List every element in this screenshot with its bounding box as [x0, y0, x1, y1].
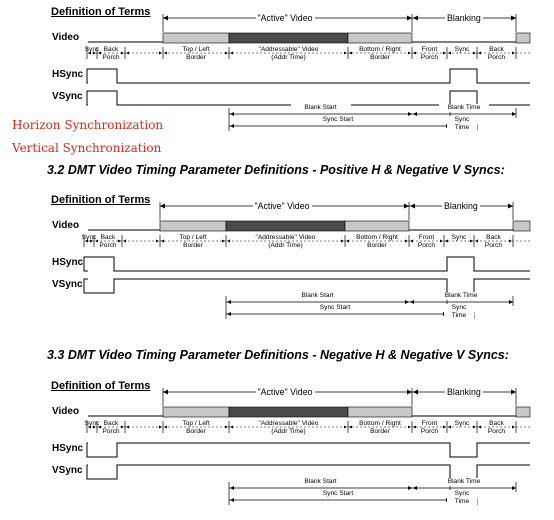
video-row-label: Video — [52, 220, 80, 231]
sync-segment-label: Sync — [81, 234, 97, 241]
sync-start-label: Sync Start — [308, 490, 368, 498]
arrow-head — [511, 16, 516, 21]
sync-segment-label: Sync — [84, 420, 100, 427]
sync-time-label: Sync Time — [447, 490, 477, 506]
blanking-label: Blanking — [447, 13, 481, 23]
hsync-waveform — [87, 443, 530, 457]
addressable-video-bar — [229, 407, 348, 417]
sync-time-label: Sync Time — [444, 304, 474, 320]
front-porch-segment-label: Front Porch — [417, 234, 436, 249]
arrow-head — [405, 300, 409, 304]
bottom-right-border-bar — [348, 407, 412, 417]
back-porch2-segment-label: Back Porch — [487, 46, 506, 61]
sync2-segment-label: Sync — [454, 420, 470, 427]
blank-start-label: Blank Start — [288, 292, 348, 300]
front-porch-segment-label: Front Porch — [420, 46, 439, 61]
definition-of-terms-title: Definition of Terms — [51, 194, 151, 206]
arrow-head — [160, 204, 165, 209]
blanking-label: Blanking — [447, 387, 481, 397]
active-video-label: "Active" Video — [257, 387, 313, 397]
back-porch2-segment-label: Back Porch — [487, 420, 506, 435]
blank-start-label: Blank Start — [291, 478, 351, 486]
arrow-head — [413, 112, 417, 116]
addressable-video-bar — [226, 221, 345, 231]
arrow-head — [511, 390, 516, 395]
arrow-head — [227, 300, 231, 304]
hsync-waveform — [84, 257, 530, 271]
front-porch-segment-label: Front Porch — [420, 420, 439, 435]
vsync-row-label: VSync — [52, 91, 83, 102]
arrow-head — [407, 390, 412, 395]
back-porch-segment-label: Back Porch — [102, 46, 120, 61]
vsync-waveform — [84, 279, 530, 293]
arrow-head — [230, 124, 234, 128]
blanking-label: Blanking — [444, 201, 478, 211]
blank-start-label: Blank Start — [291, 104, 351, 112]
arrow-head — [508, 204, 513, 209]
definition-of-terms-title: Definition of Terms — [51, 6, 151, 18]
bottom-right-border-segment-label: Bottom / Right Border — [359, 420, 401, 435]
top-left-border-segment-label: Top / Left Border — [179, 234, 207, 249]
top-left-border-bar — [160, 221, 226, 231]
arrow-head — [413, 16, 418, 21]
blank-time-label: Blank Time — [436, 292, 486, 300]
arrow-head — [227, 312, 231, 316]
back-porch2-segment-label: Back Porch — [484, 234, 503, 249]
arrow-head — [410, 204, 415, 209]
bottom-right-border-bar — [348, 33, 412, 43]
arrow-head — [230, 498, 234, 502]
hsync-waveform — [87, 69, 530, 83]
arrow-head — [230, 112, 234, 116]
active-video-label: "Active" Video — [257, 13, 313, 23]
top-left-border-segment-label: Top / Left Border — [182, 420, 210, 435]
next-border-bar — [516, 33, 530, 43]
bottom-right-border-segment-label: Bottom / Right Border — [356, 234, 398, 249]
arrow-head — [410, 300, 414, 304]
next-border-bar — [513, 221, 530, 231]
arrow-head — [404, 204, 409, 209]
addressable-video-segment-label: "Addressable" Video (Addr Time) — [258, 420, 319, 435]
sync-start-label: Sync Start — [305, 304, 365, 312]
top-left-border-bar — [163, 33, 229, 43]
arrow-head — [512, 112, 516, 116]
hsync-row-label: HSync — [52, 69, 84, 80]
vsync-waveform — [87, 465, 530, 479]
arrow-head — [413, 390, 418, 395]
vsync-row-label: VSync — [52, 465, 83, 476]
vsync-row-label: VSync — [52, 279, 83, 290]
blank-time-label: Blank Time — [439, 478, 489, 486]
definition-of-terms-title: Definition of Terms — [51, 380, 151, 392]
video-row-label: Video — [52, 406, 80, 417]
video-row-label: Video — [52, 32, 80, 43]
section-title-3-2: 3.2 DMT Video Timing Parameter Definitions - Positive H & Negative V Syncs: — [47, 163, 505, 177]
section-title-3-3: 3.3 DMT Video Timing Parameter Definitions - Negative H & Negative V Syncs: — [47, 348, 509, 362]
addressable-video-bar — [229, 33, 348, 43]
sync-start-label: Sync Start — [308, 116, 368, 124]
blank-time-label: Blank Time — [439, 104, 489, 112]
horizon-sync-annotation: Horizon Synchronization — [12, 118, 164, 132]
vsync-waveform — [87, 91, 530, 105]
back-porch-segment-label: Back Porch — [102, 420, 120, 435]
active-video-label: "Active" Video — [254, 201, 310, 211]
vertical-sync-annotation: Vertical Synchronization — [12, 141, 162, 155]
bottom-right-border-bar — [345, 221, 409, 231]
sync-time-label: Sync Time — [447, 116, 477, 132]
arrow-head — [509, 300, 513, 304]
arrow-head — [230, 486, 234, 490]
addressable-video-segment-label: "Addressable" Video (Addr Time) — [258, 46, 319, 61]
hsync-row-label: HSync — [52, 443, 84, 454]
back-porch-segment-label: Back Porch — [99, 234, 117, 249]
sync2-segment-label: Sync — [454, 46, 470, 53]
sync-segment-label: Sync — [84, 46, 100, 53]
bottom-right-border-segment-label: Bottom / Right Border — [359, 46, 401, 61]
arrow-head — [413, 486, 417, 490]
top-left-border-segment-label: Top / Left Border — [182, 46, 210, 61]
arrow-head — [163, 16, 168, 21]
hsync-row-label: HSync — [52, 257, 84, 268]
addressable-video-segment-label: "Addressable" Video (Addr Time) — [255, 234, 316, 249]
top-left-border-bar — [163, 407, 229, 417]
next-border-bar — [516, 407, 530, 417]
arrow-head — [408, 112, 412, 116]
sync2-segment-label: Sync — [451, 234, 467, 241]
arrow-head — [407, 16, 412, 21]
arrow-head — [163, 390, 168, 395]
arrow-head — [512, 486, 516, 490]
arrow-head — [408, 486, 412, 490]
